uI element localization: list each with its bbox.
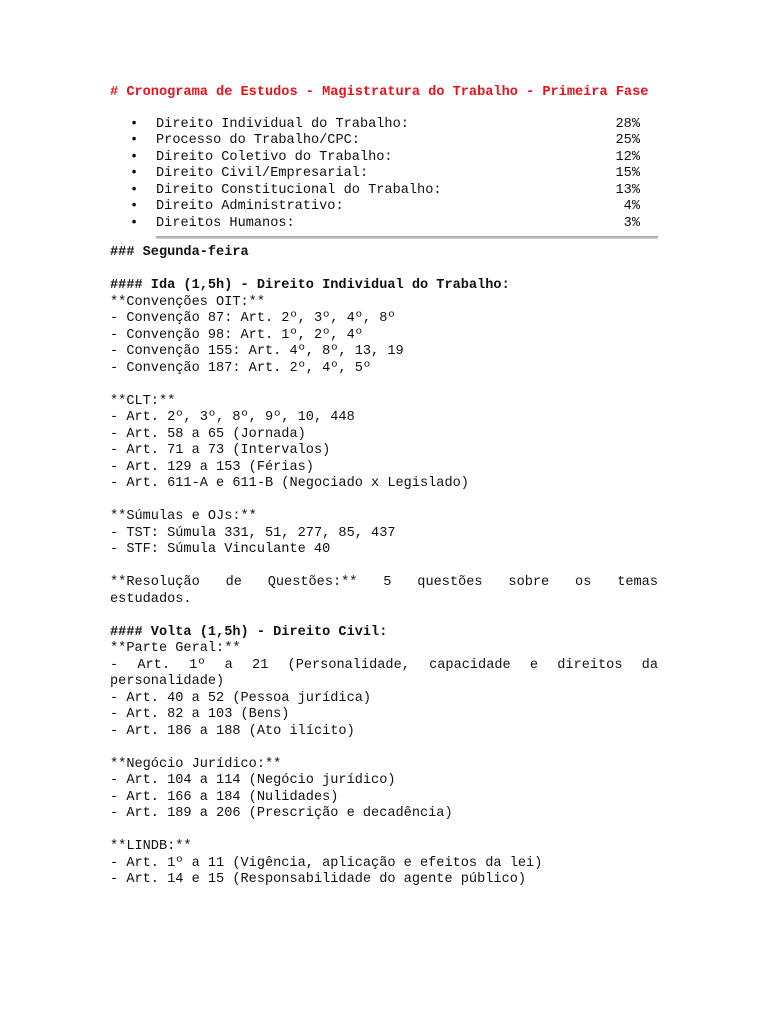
list-item: - Art. 611-A e 611-B (Negociado x Legislado) (110, 476, 469, 491)
list-item: - Art. 2º, 3º, 8º, 9º, 10, 448 (110, 410, 355, 425)
horizontal-divider (156, 236, 658, 239)
list-item: - Art. 71 a 73 (Intervalos) (110, 443, 331, 458)
list-item: - Convenção 98: Art. 1º, 2º, 4º (110, 327, 363, 343)
resolucao-line: **Resolução de Questões:** 5 questões sobre os temas (110, 575, 658, 590)
bullet-icon: • (130, 166, 139, 181)
resolucao-continuation: estudados. (110, 591, 192, 607)
list-item: - Convenção 187: Art. 2º, 4º, 5º (110, 360, 372, 376)
list-item: - STF: Súmula Vinculante 40 (110, 542, 331, 557)
list-item: • Direito Administrativo: 4% (130, 199, 640, 214)
document-page (110, 85, 658, 889)
section-title-clt: **CLT:** (110, 393, 176, 409)
list-item: - Art. 14 e 15 (Responsabilidade do agente público) (110, 872, 527, 887)
bullet-icon: • (130, 116, 139, 132)
ida-heading: #### Ida (1,5h) - Direito Individual do Trabalho: (110, 278, 510, 293)
list-item: • Direitos Humanos: 3% (130, 215, 640, 231)
list-item: • Direito Constitucional do Trabalho: 13% (130, 182, 640, 198)
bullet-icon: • (130, 133, 139, 148)
list-item: - Art. 1º a 21 (Personalidade, capacidade e direitos da (110, 657, 658, 673)
list-item: - Convenção 87: Art. 2º, 3º, 4º, 8º (110, 311, 396, 326)
list-item: - Art. 1º a 11 (Vigência, aplicação e efeitos da lei) (110, 855, 543, 871)
list-item: • Direito Coletivo do Trabalho: 12% (130, 149, 640, 165)
section-title-negocio: **Negócio Jurídico:** (110, 756, 282, 772)
document-title: # Cronograma de Estudos - Magistratura do Trabalho - Primeira Fase (110, 85, 649, 100)
list-item: - Convenção 155: Art. 4º, 8º, 13, 19 (110, 344, 404, 359)
list-item: - Art. 186 a 188 (Ato ilícito) (110, 723, 355, 739)
day-heading: ### Segunda-feira (110, 245, 249, 260)
section-title-sumulas: **Súmulas e OJs:** (110, 509, 257, 524)
list-item: - Art. 129 a 153 (Férias) (110, 459, 314, 475)
subject-distribution-list (110, 117, 658, 233)
section-title-lindb: **LINDB:** (110, 839, 192, 854)
volta-heading: #### Volta (1,5h) - Direito Civil: (110, 624, 388, 640)
list-item: - Art. 104 a 114 (Negócio jurídico) (110, 773, 396, 788)
list-item: - Art. 58 a 65 (Jornada) (110, 426, 306, 442)
section-title-oit: **Convenções OIT:** (110, 294, 265, 310)
list-item: - Art. 40 a 52 (Pessoa jurídica) (110, 690, 372, 706)
bullet-icon: • (130, 182, 139, 198)
list-item: • Processo do Trabalho/CPC: 25% (130, 133, 640, 148)
bullet-icon: • (130, 149, 139, 165)
list-item: • Direito Civil/Empresarial: 15% (130, 166, 640, 181)
list-item: - TST: Súmula 331, 51, 277, 85, 437 (110, 525, 396, 541)
list-item: - Art. 166 a 184 (Nulidades) (110, 789, 339, 805)
bullet-icon: • (130, 199, 139, 214)
list-item-continuation: personalidade) (110, 674, 225, 689)
list-item: - Art. 189 a 206 (Prescrição e decadência) (110, 806, 453, 821)
list-item: • Direito Individual do Trabalho: 28% (130, 116, 640, 132)
bullet-icon: • (130, 215, 139, 231)
section-title-parte-geral: **Parte Geral:** (110, 641, 241, 656)
list-item: - Art. 82 a 103 (Bens) (110, 707, 290, 722)
